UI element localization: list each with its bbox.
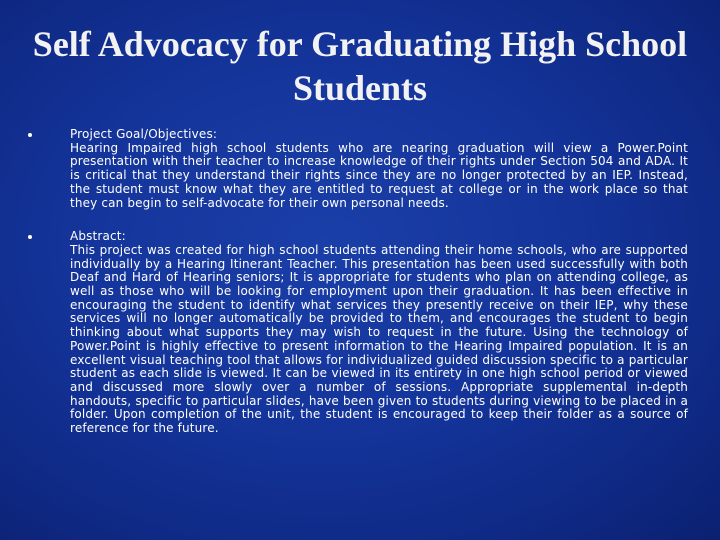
bullet-text: This project was created for high school students attending their home schools, who are supported individually by a Hearing Itinerant Teacher. This presentation has been used successfully with both Deaf and Hard of Hearing seniors; It is appropriate for students who plan on attending college, as well as those who will be looking for employment upon their graduation. It has been effective in encouraging the student to identify what services they presently receive on their IEP, why these services will no longer automatically be provided to them, and encourages the student to begin thinking about what supports they may wish to request in the future. Using the technology of Power.Point is highly effective to present information to the Hearing Impaired population. It is an excellent visual teaching tool that allows for individualized guided discussion specific to a particular student as each slide is viewed. It can be viewed in its entirety in one high school period or viewed and discussed more slowly over a number of sessions. Appropriate supplemental in-depth handouts, specific to particular slides, have been given to students during viewing to be placed in a folder. Upon completion of the unit, the student is encouraged to keep their folder as a source of reference for the future. — [70, 242, 688, 436]
bullet-item-goals — [28, 128, 688, 210]
bullet-item-abstract — [28, 230, 688, 436]
bullet-heading: Abstract: — [70, 229, 126, 244]
bullet-dot-icon — [28, 133, 32, 137]
slide-title: Self Advocacy for Graduating High School Students — [32, 24, 688, 108]
bullet-text: Hearing Impaired high school students who are nearing graduation will view a Power.Point presentation with their teacher to increase knowledge of their rights under Section 504 and ADA. It is critical that they understand their rights since they are no longer protected by an IEP. Instead, the student must know what they are entitled to request at college or in the work place so that they can begin to self-advocate for their own personal needs. — [70, 140, 688, 210]
bullet-heading: Project Goal/Objectives: — [70, 127, 218, 141]
bullet-dot-icon — [28, 235, 32, 239]
bullet-list — [28, 128, 688, 456]
